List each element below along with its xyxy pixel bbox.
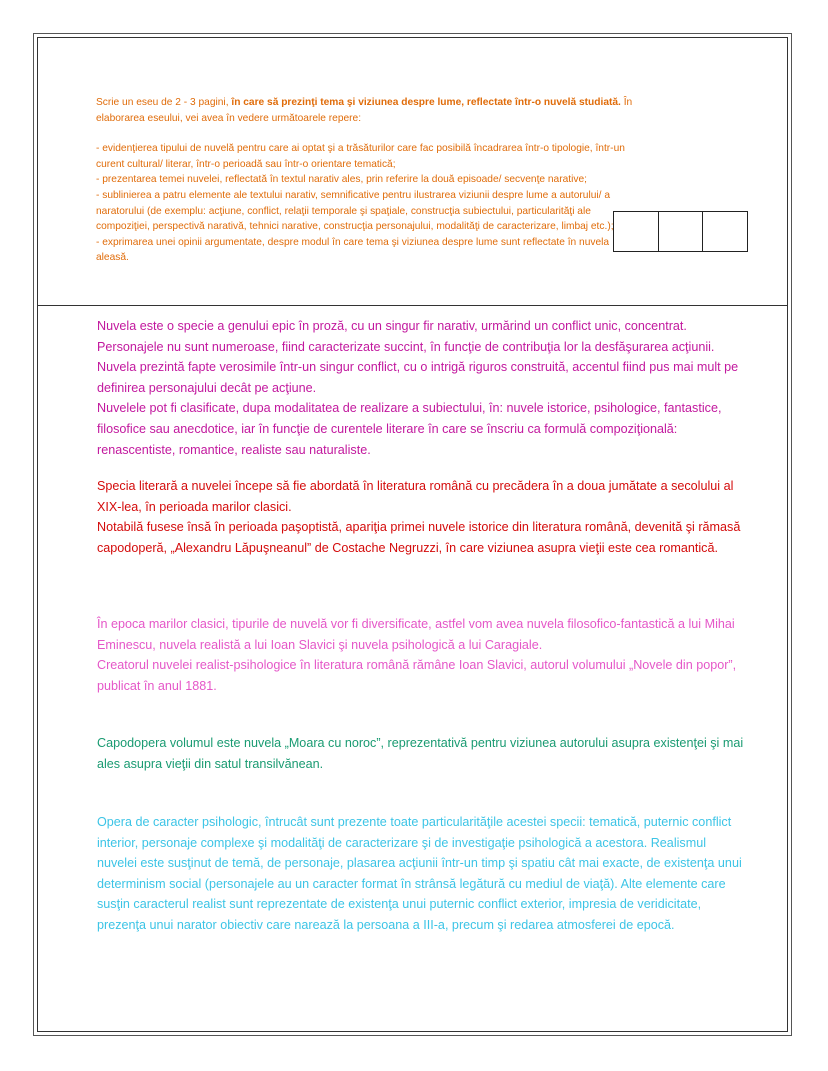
section-divider <box>37 305 788 306</box>
essay-paragraph: Capodopera volumul este nuvela „Moara cu noroc”, reprezentativă pentru viziunea autorului asupra existenţei şi mai ales asupra vieţii din satul transilvănean. <box>97 736 744 771</box>
essay-block-masterpiece <box>97 733 747 774</box>
prompt-bullet: - sublinierea a patru elemente ale textului narativ, semnificative pentru ilustrarea viziunii despre lume a autorului/ a naratorului (de exemplu: acţiune, conflict, relaţii temporale şi spaţiale, construcţia subiectului, particularităţi ale compoziţiei, perspectivă narativă, tehnici narative, construcţia personajului, modalităţi de caracterizare, limbaj etc.); <box>96 189 614 233</box>
essay-block-history <box>97 476 747 558</box>
prompt-lead-bold: în care să prezinţi tema şi viziunea despre lume, reflectate într-o nuvelă studiată. <box>231 97 621 108</box>
essay-paragraph: Creatorul nuvelei realist-psihologice în literatura română rămâne Ioan Slavici, autorul volumului „Novele din popor”, publicat în anul 1881. <box>97 658 737 693</box>
essay-paragraph: Notabilă fusese însă în perioada paşoptistă, apariţia primei nuvele istorice din literatura română, devenită şi rămasă capodoperă, „Alexandru Lăpuşneanul” de Costache Negruzzi, în care viziunea asupra vieţii este cea romantică. <box>97 520 741 555</box>
score-cell <box>659 212 704 251</box>
essay-block-classics <box>97 614 747 696</box>
essay-paragraph: Specia literară a nuvelei începe să fie abordată în literatura română cu precădera în a doua jumătate a secolului al XIX-lea, în perioada marilor clasici. <box>97 479 734 514</box>
essay-prompt <box>96 95 656 266</box>
prompt-lead: Scrie un eseu de 2 - 3 pagini, <box>96 97 232 108</box>
score-cell <box>703 212 747 251</box>
essay-paragraph: Opera de caracter psihologic, întrucât sunt prezente toate particularităţile acestei specii: tematică, puternic conflict interior, personaje complexe şi modalităţi de caracterizare şi de investigaţie psihologică a acestora. Realismul nuvelei este susţinut de temă, de personaje, plasarea acţiunii într-un timp şi spatiu cât mai exacte, de existenţa unui determinism social (personajele au un caracter format în strânsă legătură cu mediul de viaţă). Alte elemente care susţin caracterul realist sunt reprezentate de existenţa unui puternic conflict exterior, impresia de veridicitate, prezenţa unui narator obiectiv care narează la persoana a III-a, precum şi redarea atmosferei de epocă. <box>97 815 742 932</box>
essay-paragraph: Nuvelele pot fi clasificate, dupa modalitatea de realizare a subiectului, în: nuvele istorice, psihologice, fantastice, filosofice sau anecdotice, iar în funcţie de curentele literare în care se înscriu ca formulă compoziţională: renascentiste, romantice, realiste sau naturaliste. <box>97 401 722 457</box>
essay-paragraph: În epoca marilor clasici, tipurile de nuvelă vor fi diversificate, astfel vom avea nuvela filosofico-fantastică a lui Mihai Eminescu, nuvela realistă a lui Ioan Slavici şi nuvela psihologică a lui Caragiale. <box>97 617 735 652</box>
prompt-lead-tail: În elaborarea eseului, vei avea în vedere următoarele repere: <box>96 97 633 124</box>
prompt-intro <box>96 95 656 126</box>
score-box <box>613 211 748 252</box>
prompt-bullet: - exprimarea unei opinii argumentate, despre modul în care tema şi viziunea despre lume sunt reflectate în nuvela aleasă. <box>96 236 610 264</box>
score-cell <box>614 212 659 251</box>
essay-block-definition <box>97 316 747 460</box>
prompt-bullet: - evidenţierea tipului de nuvelă pentru care ai optat şi a trăsăturilor care fac posibilă încadrarea într-o tipologie, într-un curent cultural/ literar, într-o perioadă sau într-o orientare tematică; <box>96 143 625 170</box>
essay-paragraph: Nuvela este o specie a genului epic în proză, cu un singur fir narativ, urmărind un conflict unic, concentrat. Personajele nu sunt numeroase, fiind caracterizate succint, în funcţie de contribuţia lor la desfăşurarea acţiunii. Nuvela prezintă fapte verosimile într-un singur conflict, cu o intrigă riguros construită, accentul fiind pus mai mult pe definirea personajului decât pe acţiune. <box>97 319 739 395</box>
essay-block-psychological <box>97 812 747 936</box>
prompt-bullet: - prezentarea temei nuvelei, reflectată în textul narativ ales, prin referire la două episoade/ secvenţe narative; <box>96 174 587 186</box>
